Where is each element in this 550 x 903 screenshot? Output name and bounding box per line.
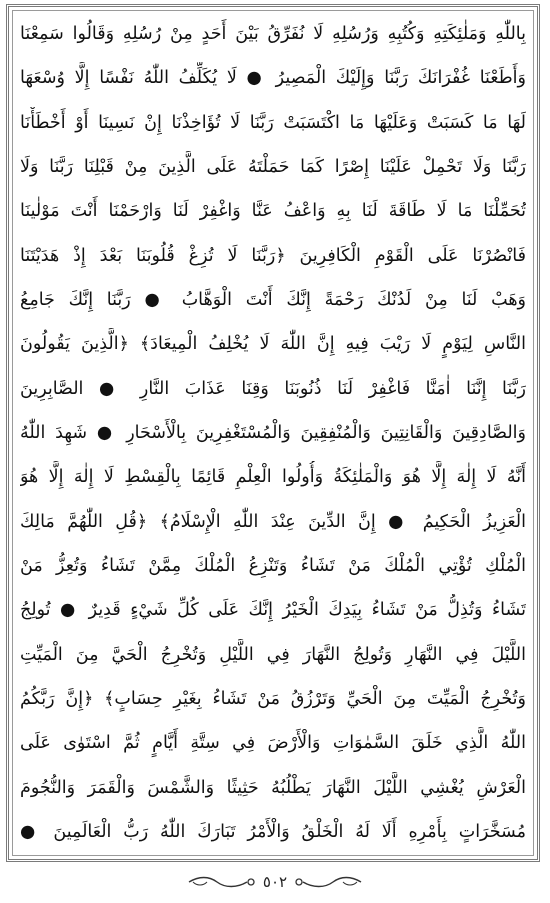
- text-line-6: فَانْصُرْنَا عَلَى الْقَوْمِ الْكَافِرِينَ ﴿رَبَّنَا لَا تُزِغْ قُلُوبَنَا بَعْدَ إِذْ هَدَيْتَنَا: [20, 245, 526, 266]
- text-line-7: وَهَبْ لَنَا مِنْ لَدُنْكَ رَحْمَةً إِنَّكَ أَنْتَ الْوَهَّابُ ● رَبَّنَا إِنَّكَ جَامِعُ: [20, 289, 526, 310]
- text-line-17: اللّٰهُ الَّذِي خَلَقَ السَّمٰوَاتِ وَالْأَرْضَ فِي سِتَّةِ أَيَّامٍ ثُمَّ اسْتَوٰى عَلَى: [20, 733, 526, 754]
- text-line-4: رَبَّنَا وَلَا تَحْمِلْ عَلَيْنَا إِصْرًا كَمَا حَمَلْتَهُ عَلَى الَّذِينَ مِنْ قَبْلِنَا رَبَّنَا وَلَا: [20, 156, 526, 177]
- text-line-5: تُحَمِّلْنَا مَا لَا طَاقَةَ لَنَا بِهِ وَاعْفُ عَنَّا وَاغْفِرْ لَنَا وَارْحَمْنَا أَنْتَ مَوْلٰينَا: [20, 201, 526, 222]
- text-line-1: بِاللّٰهِ وَمَلٰئِكَتِهِ وَكُتُبِهِ وَرُسُلِهِ لَا نُفَرِّقُ بَيْنَ أَحَدٍ مِنْ رُسُلِهِ وَقَالُوا سَمِعْنَا: [20, 24, 526, 44]
- text-line-12: الْعَزِيزُ الْحَكِيمُ ● إِنَّ الدِّينَ عِنْدَ اللّٰهِ الْإِسْلَامُ﴾ ﴿قُلِ اللّٰهُمَّ مَالِكَ: [20, 511, 526, 532]
- text-line-11: أَنَّهُ لَا إِلٰهَ إِلَّا هُوَ وَالْمَلٰئِكَةُ وَأُولُوا الْعِلْمِ قَائِمًا بِالْقِسْطِ لَا إِلٰهَ إِلَّا هُوَ: [20, 467, 526, 488]
- page-footer: [0, 868, 550, 896]
- text-line-9: رَبَّنَا إِنَّنَا اٰمَنَّا فَاغْفِرْ لَنَا ذُنُوبَنَا وَقِنَا عَذَابَ النَّارِ ● الصَّابِرِينَ: [20, 378, 526, 399]
- left-ornament-icon: [293, 874, 363, 890]
- text-line-18: الْعَرْشِ يُغْشِي اللَّيْلَ النَّهَارَ يَطْلُبُهُ حَثِيثًا وَالشَّمْسَ وَالْقَمَرَ وَالنُّجُومَ: [20, 777, 526, 798]
- text-line-16: وَتُخْرِجُ الْمَيِّتَ مِنَ الْحَيِّ وَتَرْزُقُ مَنْ تَشَاءُ بِغَيْرِ حِسَابٍ﴾ ﴿إِنَّ رَبَّكُمُ: [20, 688, 526, 709]
- text-line-10: وَالصَّادِقِينَ وَالْقَانِتِينَ وَالْمُنْفِقِينَ وَالْمُسْتَغْفِرِينَ بِالْأَسْحَارِ ● شَهِدَ اللّٰهُ: [20, 422, 526, 443]
- text-line-19: مُسَخَّرَاتٍ بِأَمْرِهِ أَلَا لَهُ الْخَلْقُ وَالْأَمْرُ تَبَارَكَ اللّٰهُ رَبُّ الْعَالَمِينَ ●: [20, 821, 526, 842]
- right-ornament-icon: [187, 874, 257, 890]
- text-line-13: الْمُلْكِ تُؤْتِي الْمُلْكَ مَنْ تَشَاءُ وَتَنْزِعُ الْمُلْكَ مِمَّنْ تَشَاءُ وَتُعِزُّ مَنْ: [20, 555, 526, 576]
- text-line-14: تَشَاءُ وَتُذِلُّ مَنْ تَشَاءُ بِيَدِكَ الْخَيْرُ إِنَّكَ عَلَى كُلِّ شَيْءٍ قَدِيرٌ ● تُولِجُ: [20, 600, 526, 621]
- text-line-8: النَّاسِ لِيَوْمٍ لَا رَيْبَ فِيهِ إِنَّ اللّٰهَ لَا يُخْلِفُ الْمِيعَادَ﴾ ﴿الَّذِينَ يَقُولُونَ: [20, 334, 526, 355]
- text-line-3: لَهَا مَا كَسَبَتْ وَعَلَيْهَا مَا اكْتَسَبَتْ رَبَّنَا لَا تُؤَاخِذْنَا إِنْ نَسِينَا أَوْ أَخْطَأْنَا: [20, 112, 526, 133]
- page-number: ٥٠٢: [262, 873, 288, 891]
- arabic-text-block: [20, 18, 526, 848]
- text-line-15: اللَّيْلَ فِي النَّهَارِ وَتُولِجُ النَّهَارَ فِي اللَّيْلِ وَتُخْرِجُ الْحَيَّ مِنَ الْمَيِّتِ: [20, 644, 526, 665]
- text-line-2: وَأَطَعْنَا غُفْرَانَكَ رَبَّنَا وَإِلَيْكَ الْمَصِيرُ ● لَا يُكَلِّفُ اللّٰهُ نَفْسًا إِلَّا وُسْعَهَا: [20, 68, 526, 89]
